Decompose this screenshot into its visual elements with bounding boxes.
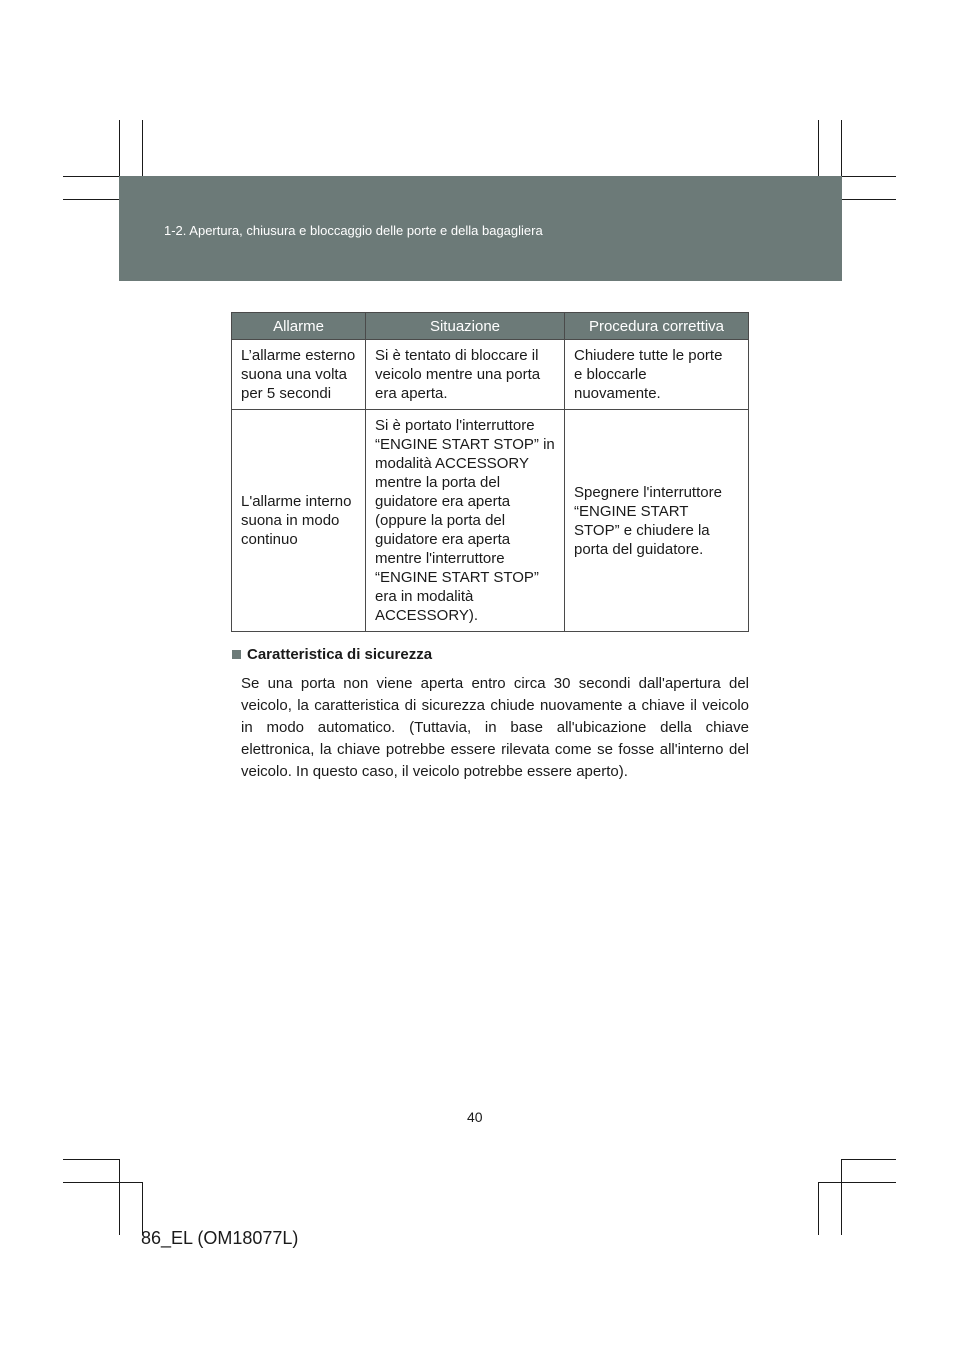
section-heading-text: Caratteristica di sicurezza xyxy=(247,646,433,663)
crop-mark xyxy=(142,120,143,176)
section-title: 1-2. Apertura, chiusura e bloccaggio delle porte e della bagagliera xyxy=(164,223,543,238)
section-heading xyxy=(231,646,749,663)
crop-mark xyxy=(63,1182,142,1183)
table-header-row xyxy=(232,313,749,340)
crop-mark xyxy=(842,176,896,177)
section-body: Se una porta non viene aperta entro circa 30 secondi dall'apertura del veicolo, la caratteristica di sicurezza chiude nuovamente a chiave il veicolo in modo automatico. (Tuttavia, in base all'ubicazione della chiave elettronica, la chiave potrebbe essere rilevata come se fosse all'interno del veicolo. In questo caso, il veicolo potrebbe essere aperto). xyxy=(241,675,749,780)
table-cell-alarm: L’allarme esterno suona una volta per 5 secondi xyxy=(232,340,366,410)
alarm-table xyxy=(231,312,749,632)
table-row xyxy=(232,410,749,632)
crop-mark xyxy=(119,1159,120,1235)
table-cell-situation: Si è portato l'interruttore “ENGINE START STOP” in modalità ACCESSORY mentre la porta del guidatore era aperta (oppure la porta del guidatore era aperta mentre l'interruttore “ENGINE START STOP” era in modalità ACCESSORY). xyxy=(366,410,565,632)
crop-mark xyxy=(119,120,120,176)
crop-mark xyxy=(841,120,842,176)
crop-mark xyxy=(63,199,119,200)
crop-mark xyxy=(818,1182,896,1183)
table-cell-alarm: L'allarme interno suona in modo continuo xyxy=(232,410,366,632)
crop-mark xyxy=(63,176,119,177)
security-feature-section xyxy=(231,646,749,783)
crop-mark xyxy=(818,1182,819,1235)
crop-mark xyxy=(841,1159,842,1235)
table-cell-procedure: Spegnere l'interruttore “ENGINE START STOP” e chiudere la porta del guidatore. xyxy=(565,410,749,632)
crop-mark xyxy=(842,199,896,200)
table-cell-situation: Si è tentato di bloccare il veicolo mentre una porta era aperta. xyxy=(366,340,565,410)
column-header-alarm: Allarme xyxy=(232,313,366,340)
document-code: 86_EL (OM18077L) xyxy=(141,1228,299,1248)
square-bullet-icon xyxy=(232,650,241,659)
header-band xyxy=(119,176,842,281)
page-number: 40 xyxy=(467,1109,483,1125)
table-cell-procedure: Chiudere tutte le porte e bloccarle nuovamente. xyxy=(565,340,749,410)
column-header-situation: Situazione xyxy=(366,313,565,340)
crop-mark xyxy=(63,1159,119,1160)
table-row xyxy=(232,340,749,410)
crop-mark xyxy=(841,1159,896,1160)
crop-mark xyxy=(818,120,819,176)
column-header-procedure: Procedura correttiva xyxy=(565,313,749,340)
